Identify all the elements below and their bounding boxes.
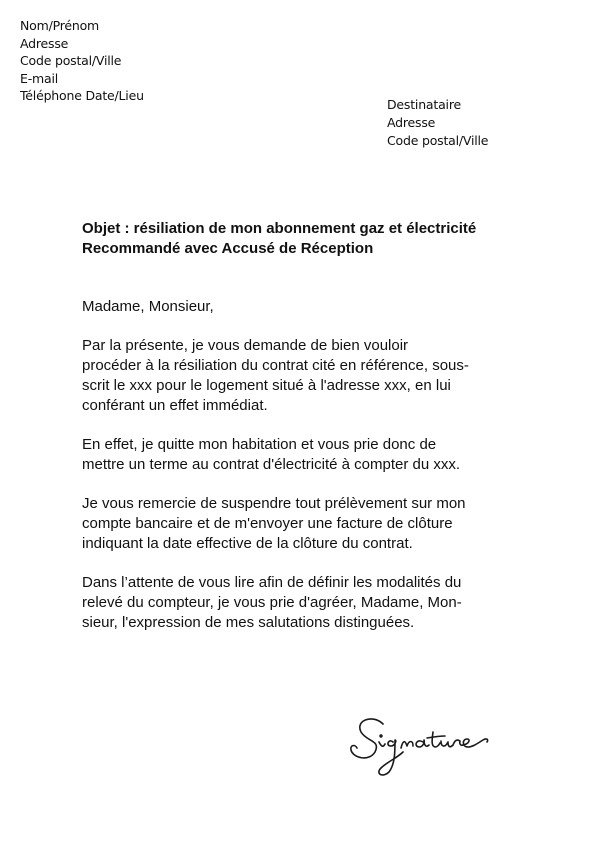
- paragraph-billing: [82, 494, 507, 554]
- sender-postal-city: Code postal/Ville: [20, 53, 122, 68]
- paragraph-moving: [82, 435, 507, 475]
- subject-block: [82, 219, 507, 259]
- sender-block: [20, 17, 144, 105]
- subject-line: Objet : résiliation de mon abonnement gaz et électricité: [82, 220, 477, 237]
- paragraph-line: En effet, je quitte mon habitation et vous prie donc de: [82, 436, 437, 453]
- paragraph-line: compte bancaire et de m'envoyer une facture de clôture: [82, 515, 453, 532]
- recipient-name: Destinataire: [387, 97, 461, 112]
- paragraph-line: conférant un effet immédiat.: [82, 397, 268, 414]
- paragraph-line: scrit le xxx pour le logement situé à l'adresse xxx, en lui: [82, 377, 451, 394]
- paragraph-line: Par la présente, je vous demande de bien vouloir: [82, 337, 409, 354]
- paragraph-line: mettre un terme au contrat d'électricité à compter du xxx.: [82, 456, 461, 473]
- paragraph-line: Je vous remercie de suspendre tout prélèvement sur mon: [82, 495, 466, 512]
- registered-mail-line: Recommandé avec Accusé de Réception: [82, 240, 374, 257]
- sender-name: Nom/Prénom: [20, 18, 100, 33]
- letter-body: [82, 219, 507, 633]
- signature: [345, 712, 495, 782]
- recipient-postal-city: Code postal/Ville: [387, 133, 489, 148]
- salutation: Madame, Monsieur,: [82, 298, 214, 315]
- paragraph-line: sieur, l'expression de mes salutations distinguées.: [82, 614, 415, 631]
- paragraph-line: Dans l’attente de vous lire afin de définir les modalités du: [82, 574, 462, 591]
- handwritten-signature-icon: [345, 712, 495, 782]
- sender-phone-date-place: Téléphone Date/Lieu: [20, 88, 144, 103]
- paragraph-line: indiquant la date effective de la clôture du contrat.: [82, 535, 413, 552]
- paragraph-line: procéder à la résiliation du contrat cité en référence, sous-: [82, 357, 469, 374]
- paragraph-line: relevé du compteur, je vous prie d'agréer, Madame, Mon-: [82, 594, 462, 611]
- recipient-block: [387, 96, 488, 150]
- paragraph-closing: [82, 573, 507, 633]
- sender-email: E-mail: [20, 70, 58, 86]
- sender-address: Adresse: [20, 35, 69, 51]
- paragraph-request: [82, 336, 507, 416]
- recipient-address: Adresse: [387, 115, 436, 130]
